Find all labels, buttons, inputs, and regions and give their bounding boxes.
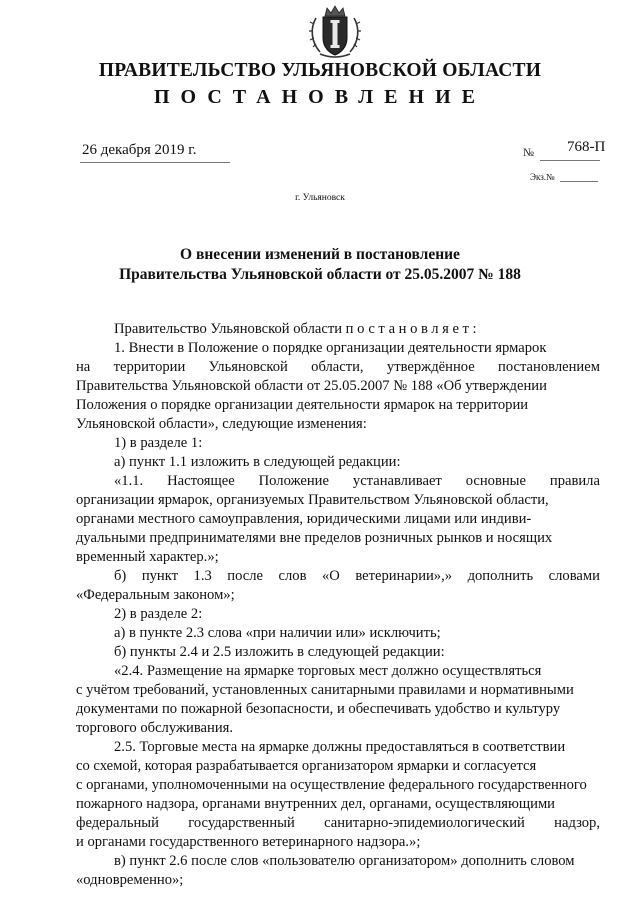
word: слов [278, 568, 307, 584]
word: государственный [188, 815, 295, 831]
word: «1.1. [114, 473, 144, 489]
word: Ульяновской [208, 359, 288, 375]
text-line: торгового обслуживания. [76, 720, 233, 736]
government-name: ПРАВИТЕЛЬСТВО УЛЬЯНОВСКОЙ ОБЛАСТИ [98, 60, 542, 81]
text-line: Ульяновской области», следующие изменения: [76, 416, 367, 432]
word: «О [322, 568, 340, 584]
text-line: а) пункт 1.1 изложить в следующей редакции: [114, 454, 401, 470]
copy-number-label: Экз.№ [530, 172, 555, 182]
word: б) [114, 568, 127, 584]
city-name: г. Ульяновск [295, 193, 345, 203]
text-line: в) пункт 2.6 после слов «пользователю организатором» дополнить словом [114, 853, 575, 869]
text-line: Правительства Ульяновской области от 25.05.2007 № 188 «Об утверждении [76, 378, 547, 394]
word: правила [549, 473, 600, 489]
text-line: с учётом требований, установленных санитарными правилами и нормативными [76, 682, 574, 698]
number-underline [540, 160, 600, 161]
text-line: 1) в разделе 1: [114, 435, 203, 451]
opening-line [114, 320, 600, 339]
text-line: б) пункты 2.4 и 2.5 изложить в следующей редакции: [114, 644, 445, 660]
word: пункт [141, 568, 179, 584]
word: санитарно-эпидемиологический [324, 815, 525, 831]
word: области, [311, 359, 364, 375]
opening-word: постановляет: [345, 321, 481, 337]
word: надзор, [554, 815, 600, 831]
word: федеральный [76, 815, 159, 831]
word: 1.3 [193, 568, 212, 584]
text-line: 1. Внести в Положение о порядке организации деятельности ярмарок [114, 340, 547, 356]
text-line-justified [76, 358, 600, 377]
word: постановлением [498, 359, 600, 375]
decree-number: 768-П [567, 139, 606, 155]
text-line: со схемой, которая разрабатывается организатором ярмарки и согласуется [76, 758, 537, 774]
word: Положение [258, 473, 329, 489]
word: устанавливает [352, 473, 442, 489]
text-line: организации ярмарок, организуемых Правительством Ульяновской области, [76, 492, 549, 508]
text-line-justified [76, 814, 600, 833]
text-line: дуальными предпринимателями вне пределов розничных рынков и носящих [76, 530, 553, 546]
word: утверждённое [386, 359, 475, 375]
text-line: 2.5. Торговые места на ярмарке должны предоставляться в соответствии [114, 739, 566, 755]
text-line: и органами государственного ветеринарного надзора.»; [76, 834, 421, 850]
date-underline [80, 162, 230, 163]
document-title-line: Правительства Ульяновской области от 25.05.2007 № 188 [119, 266, 521, 283]
text-line: с органами, уполномоченными на осуществление федерального государственного [76, 777, 587, 793]
text-line: а) в пункте 2.3 слова «при наличии или» исключить; [114, 625, 441, 641]
text-line: органами местного самоуправления, юридическими лицами или индиви- [76, 511, 532, 527]
text-line: «одновременно»; [76, 872, 184, 888]
word: территории [113, 359, 186, 375]
word: дополнить [467, 568, 534, 584]
text-line: Положения о порядке организации деятельности ярмарок на территории [76, 397, 529, 413]
text-line: «2.4. Размещение на ярмарке торговых мест должно осуществляться [114, 663, 542, 679]
text-line: «Федеральным законом»; [76, 587, 235, 603]
decree-date: 26 декабря 2019 г. [82, 142, 197, 158]
word: основные [465, 473, 526, 489]
text-line: пожарного надзора, органами внутренних дел, органами, осуществляющими [76, 796, 555, 812]
word: после [227, 568, 264, 584]
word: Настоящее [167, 473, 235, 489]
decree-heading: ПОСТАНОВЛЕНИЕ [154, 86, 486, 108]
opening-prefix: Правительство Ульяновской области [114, 321, 343, 337]
ulyanovsk-coat-of-arms-icon [306, 4, 364, 60]
text-line: 2) в разделе 2: [114, 606, 203, 622]
text-line-justified [114, 472, 600, 491]
text-line-justified [114, 567, 600, 586]
word: словами [548, 568, 600, 584]
number-sign: № [523, 147, 534, 159]
document-title-line: О внесении изменений в постановление [180, 246, 460, 263]
text-line: временный характер.»; [76, 549, 219, 565]
word: на [76, 359, 91, 375]
text-line: документами по пожарной безопасности, и обеспечивать удобство и культуру [76, 701, 561, 717]
copy-number-underline [560, 181, 598, 182]
word: ветеринарии»,» [355, 568, 453, 584]
